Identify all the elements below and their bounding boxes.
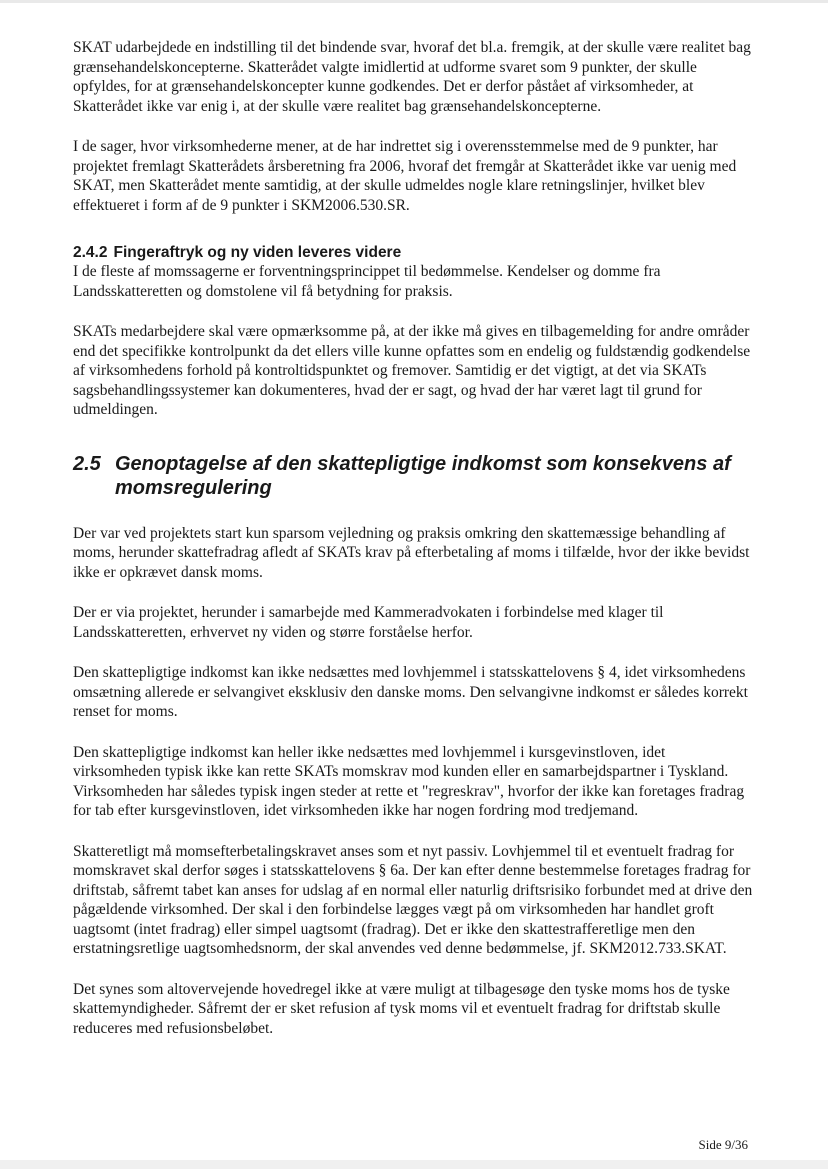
- section-2-5-heading: [73, 452, 753, 500]
- section-2-5-paragraph-3: Den skattepligtige indkomst kan ikke nedsættes med lovhjemmel i statsskattelovens § 4, idet virksomhedens omsætning allerede er selvangivet eksklusiv den danske moms. Den selvangivne indkomst er således korrekt renset for moms.: [73, 664, 748, 720]
- section-2-5-paragraph-4: Den skattepligtige indkomst kan heller ikke nedsættes med lovhjemmel i kursgevinstloven, idet virksomheden typisk ikke kan rette SKATs momskrav mod kunden eller en samarbejdspartner i Tyskland. Virksomheden har således typisk ingen steder at rette et "regreskrav", hvorfor der ikke kan foretages fradrag for tab efter kursgevinstloven, idet virksomheden ikke har nogen fordring mod tredjemand.: [73, 743, 745, 819]
- section-2-5-paragraph-1: Der var ved projektets start kun sparsom vejledning og praksis omkring den skattemæssige behandling af moms, herunder skattefradrag afledt af SKATs krav på efterbetaling af moms i tilfælde, hvor der ikke bevidst ikke er opkrævet dansk moms.: [73, 524, 750, 581]
- section-2-4-2-title: Fingeraftryk og ny viden leveres videre: [113, 244, 402, 261]
- section-2-4-2-number: 2.4.2: [73, 244, 108, 261]
- section-2-4-2-paragraph-1: I de fleste af momssagerne er forventningsprincippet til bedømmelse. Kendelser og domme fra Landsskatteretten og domstolene vil få betydning for praksis.: [73, 263, 661, 300]
- page-number: Side 9/36: [698, 1137, 748, 1152]
- paragraph-2: I de sager, hvor virksomhederne mener, at de har indrettet sig i overensstemmelse med de 9 punkter, har projektet fremlagt Skatterådets årsberetning fra 2006, hvoraf det fremgår at Skatterådet ikke var uenig med SKAT, men Skatterådet mente samtidig, at der skulle udmeldes nogle klare retningslinjer, hvilket blev effektueret i form af de 9 punkter i SKM2006.530.SR.: [73, 138, 737, 214]
- page-bottom-edge: [0, 1160, 828, 1169]
- section-2-4-2-heading: [73, 243, 753, 262]
- page-top-edge: [0, 0, 828, 3]
- paragraph-1: SKAT udarbejdede en indstilling til det bindende svar, hvoraf det bl.a. fremgik, at der skulle være realitet bag grænsehandelskoncepterne. Skatterådet valgte imidlertid at udforme svaret som 9 punkter, der skulle opfyldes, for at grænsehandelskoncepter kunne godkendes. Det er derfor påstået af virksomheder, at Skatterådet ikke var enig i, at der skulle være realitet bag grænsehandelskoncepterne.: [73, 39, 751, 115]
- section-2-5-paragraph-6: Det synes som altovervejende hovedregel ikke at være muligt at tilbagesøge den tyske moms hos de tyske skattemyndigheder. Såfremt der er sket refusion af tysk moms vil et eventuelt fradrag for driftstab skulle reduceres med refusionsbeløbet.: [73, 980, 730, 1037]
- page-content: [73, 38, 753, 1059]
- section-2-5-title: Genoptagelse af den skattepligtige indkomst som konsekvens af momsregulering: [115, 452, 731, 499]
- section-2-5-paragraph-2: Der er via projektet, herunder i samarbejde med Kammeradvokaten i forbindelse med klager til Landsskatteretten, erhvervet ny viden og større forståelse herfor.: [73, 604, 664, 641]
- section-2-4-2-paragraph-2: SKATs medarbejdere skal være opmærksomme på, at der ikke må gives en tilbagemelding for andre områder end det specifikke kontrolpunkt da det ellers ville kunne opfattes som en endelig og fuldstændig godkendelse af virksomhedens forhold på kontroltidspunktet og fremover. Samtidig er det vigtigt, at det via SKATs sagsbehandlingssystemer kan dokumenteres, hvad der er sagt, og hvad der har været lagt til grund for udmeldingen.: [73, 323, 751, 418]
- section-2-5-number: 2.5: [73, 452, 101, 475]
- section-2-5-paragraph-5: Skatteretligt må momsefterbetalingskravet anses som et nyt passiv. Lovhjemmel til et eventuelt fradrag for momskravet skal derfor søges i statsskattelovens § 6a. Der kan efter denne bestemmelse foretages fradrag for driftstab, såfremt tabet kan anses for udslag af en normal eller naturlig driftsrisiko forbundet med at drive den pågældende virksomhed. Der skal i den forbindelse lægges vægt på om virksomheden har handlet groft uagtsomt (intet fradrag) eller simpel uagtsomt (fradrag). Det er ikke den skattestrafferetlige men den erstatningsretlige uagtsomhedsnorm, der skal anvendes ved denne bedømmelse, jf. SKM2012.733.SKAT.: [73, 842, 753, 957]
